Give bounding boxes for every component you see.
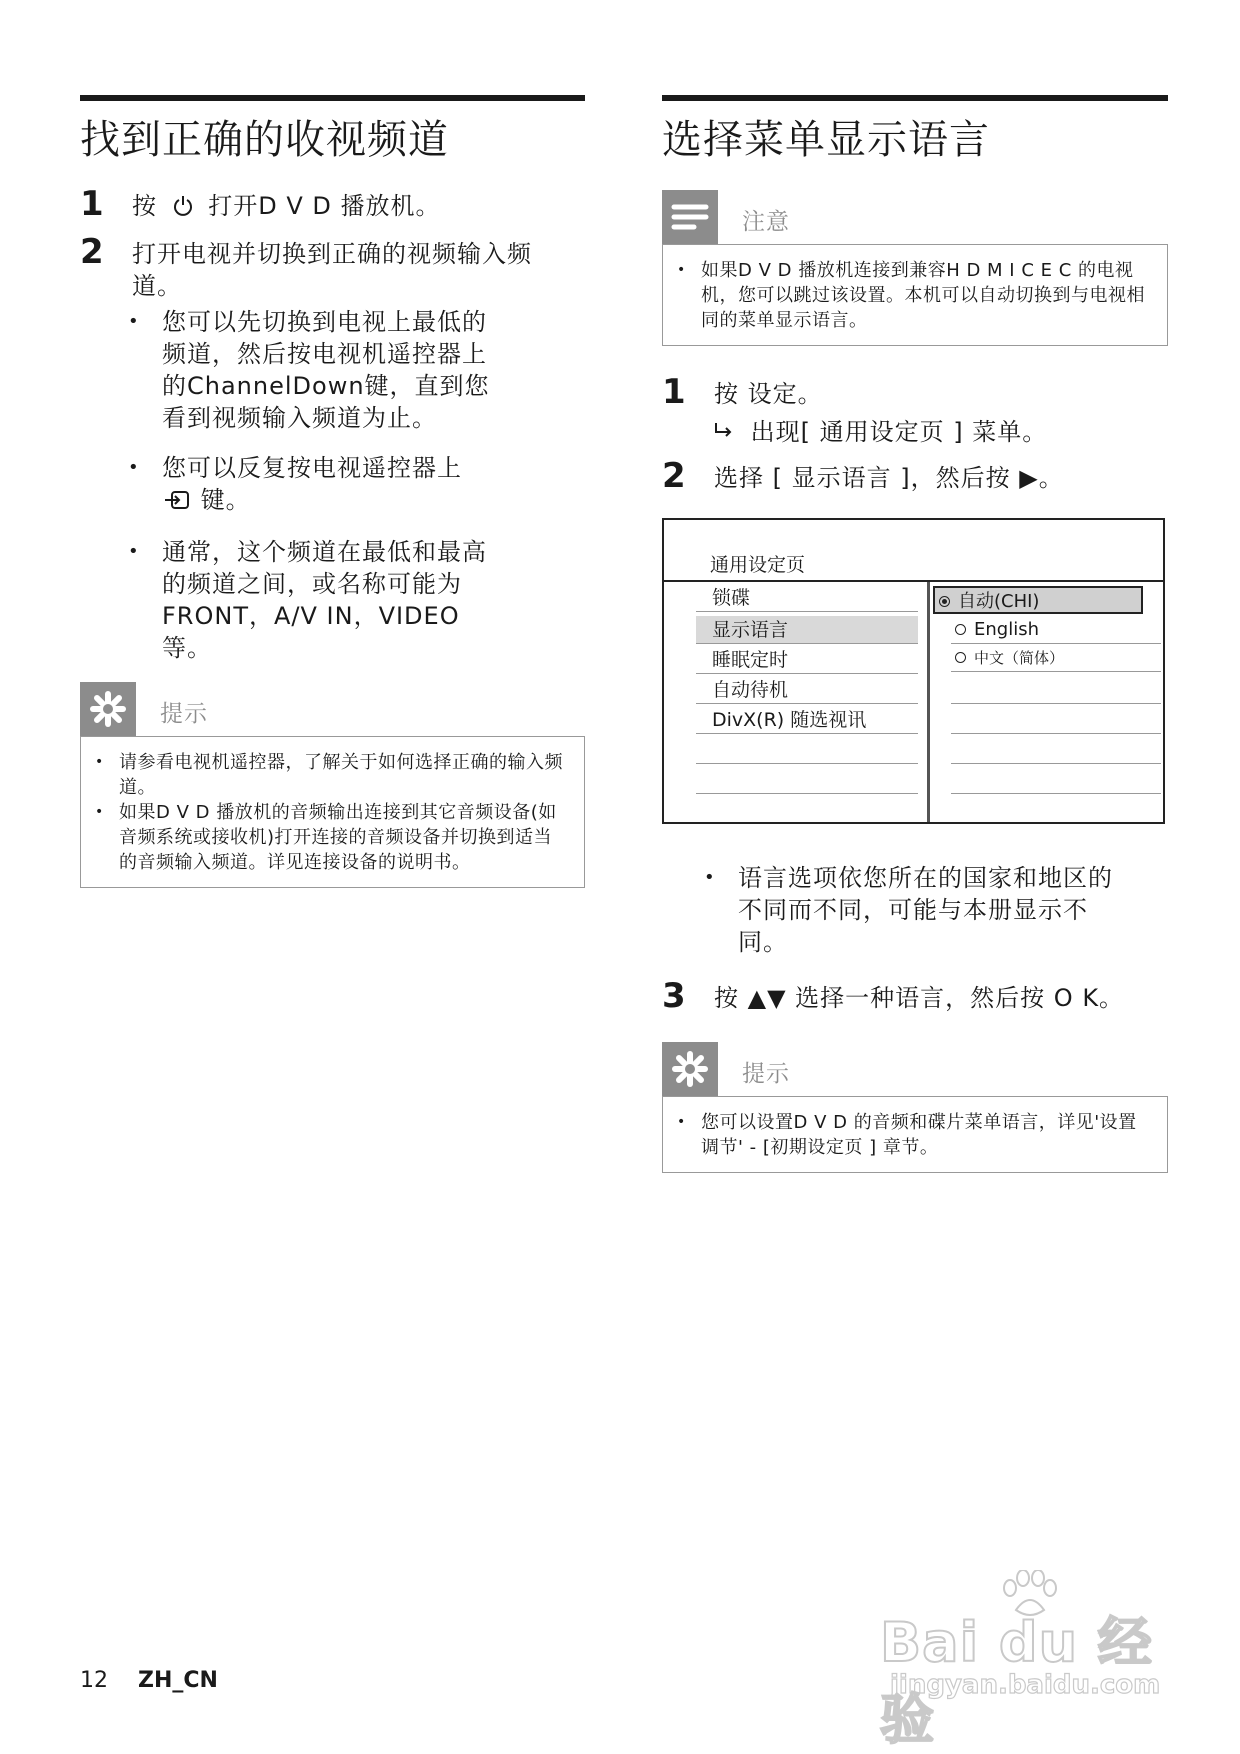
watermark-url: jingyan.baidu.com [890,1670,1161,1700]
tip-icon [80,682,136,736]
menu-items [664,584,928,822]
tip-item: • 您可以设置D V D 的音频和碟片菜单语言，详见'设置调节' - [初期设定页 ] 章节。 [677,1110,1153,1160]
bullet-item: • 通常，这个频道在最低和最高的频道之间，或名称可能为FRONT，A/V IN，VIDEO 等。 [128,536,498,664]
tip-item: • 请参看电视机遥控器，了解关于如何选择正确的输入频道。 [95,750,570,800]
menu-item-sleep-timer[interactable]: 睡眠定时 [696,646,918,674]
radio-selected-icon [939,596,950,607]
tip-body [80,736,585,888]
step-text: 按 ▲▼ 选择一种语言，然后按 O K。 [714,984,1125,1012]
bullet-text-after: 键。 [200,486,251,514]
menu-item-auto-standby[interactable]: 自动待机 [696,676,918,704]
input-source-icon [164,486,190,518]
step-text: 按 设定。 [714,380,823,408]
baidu-watermark [880,1570,1180,1751]
option-label: 自动(CHI) [958,591,1040,612]
tip-header [80,682,585,736]
step-number: 1 [80,184,104,224]
bullet-item: • 您可以先切换到电视上最低的频道，然后按电视机遥控器上的ChannelDown键，直到您看到视频输入频道为止。 [128,306,498,434]
option-empty [951,706,1161,734]
power-icon [172,193,194,225]
option-empty [951,766,1161,794]
menu-item-lock-disc[interactable]: 锁碟 [696,584,918,612]
menu-divider [664,580,1163,582]
language-code: ZH_CN [138,1668,218,1693]
step-1 [80,184,585,225]
note-header [662,190,1168,244]
step-2 [80,232,585,664]
menu-options [931,584,1163,822]
note-item: • 如果D V D 播放机连接到兼容H D M I C E C 的电视机，您可以跳过该设置。本机可以自动切换到与电视相同的菜单显示语言。 [677,258,1153,333]
menu-column-divider [927,582,930,822]
note-body [662,244,1168,346]
note-icon [662,190,718,244]
option-empty [951,736,1161,764]
section-title: 找到正确的收视频道 [80,117,449,163]
tip-item: • 如果D V D 播放机的音频输出连接到其它音频设备(如音频系统或接收机)打开连接的音频设备并切换到适当的音频输入频道。详见连接设备的说明书。 [95,800,570,875]
step-number: 3 [662,976,686,1016]
option-label: 中文（简体） [974,649,1065,667]
radio-icon [955,652,966,663]
step-text: 打开电视并切换到正确的视频输入频道。 [132,240,532,300]
tip-title: 提示 [742,1061,790,1087]
step-text-after: 打开D V D 播放机。 [208,192,441,220]
option-empty [951,676,1161,704]
section-rule [662,95,1168,101]
menu-item-display-language[interactable]: 显示语言 [696,616,918,644]
tip-title: 提示 [160,701,208,727]
tip-body [662,1096,1168,1173]
note-title: 注意 [742,209,790,235]
settings-menu [662,518,1165,824]
menu-item-divx-vod[interactable]: DivX(R) 随选视讯 [696,706,918,734]
option-auto-chi[interactable] [933,586,1143,614]
menu-item-empty [696,766,918,794]
section-title: 选择菜单显示语言 [662,117,990,163]
step-result: 出现[ 通用设定页 ] 菜单。 [750,418,1048,446]
bullet-text-before: 您可以反复按电视遥控器上 [162,454,462,482]
step-text: 选择 [ 显示语言 ]，然后按 ▶。 [714,464,1064,492]
step-number: 2 [662,456,686,496]
page-number: 12 [80,1668,108,1693]
watermark-brand: Bai du 经验 [880,1611,1153,1751]
menu-title: 通用设定页 [710,554,806,576]
result-arrow-icon [714,414,732,446]
option-english[interactable] [951,616,1161,644]
tip-header [662,1042,1168,1096]
step-number: 2 [80,232,104,272]
bullet-item-input [128,452,498,518]
step-1 [662,372,1168,448]
step-2 [662,456,1168,496]
section-rule [80,95,585,101]
step-text-before: 按 [132,192,157,220]
tip-icon [662,1042,718,1096]
radio-icon [955,624,966,635]
option-chinese-simplified[interactable] [951,644,1161,672]
bullet-item: • 语言选项依您所在的国家和地区的不同而不同，可能与本册显示不同。 [704,862,1124,958]
menu-item-empty [696,736,918,764]
step-3 [662,976,1168,1016]
step-number: 1 [662,372,686,412]
option-label: English [974,619,1039,640]
